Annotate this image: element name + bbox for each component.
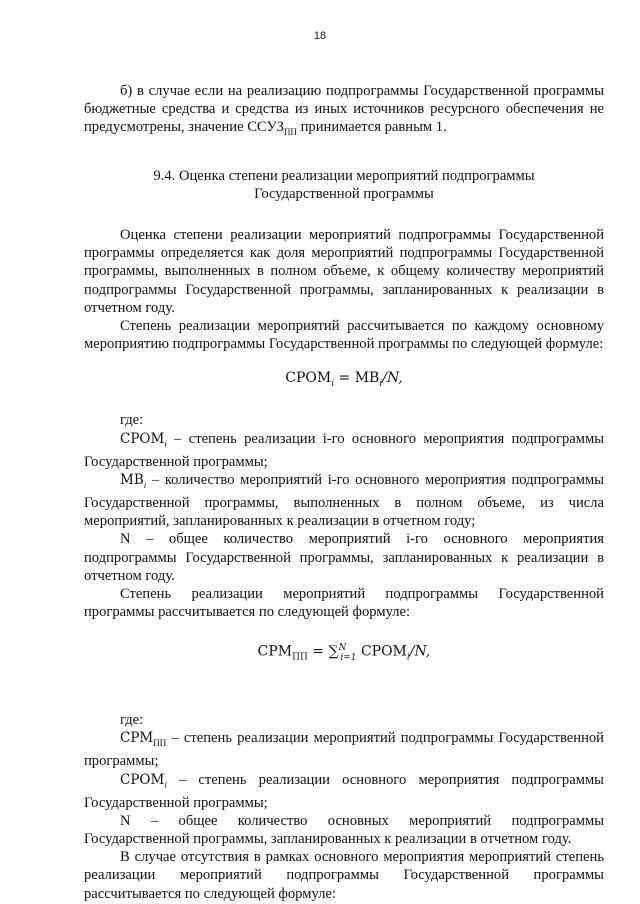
formula-srm-lhs-sub: ПП: [292, 652, 308, 663]
definition-srom-2-symbol: СРОМ: [120, 771, 165, 788]
formula-srom-tail: /N,: [382, 370, 403, 387]
formula-srm-sum-sub: i=1: [340, 652, 357, 663]
definition-srom-2: [84, 771, 604, 812]
paragraph-1: Оценка степени реализации мероприятий подпрограммы Государственной программы определяется как доля мероприятий подпрограммы Государственной программы, выполненных в полном объеме, к общему количеству мероприятий подпрограммы Государственной программы, запланированных к реализации в отчетном году.: [84, 226, 604, 316]
formula-srm-rhs-sub: i: [406, 652, 410, 663]
formula-srm-sum-sup: N: [338, 643, 347, 654]
formula-srom-rhs: МВ: [354, 370, 380, 387]
definition-n-2: N – общее количество основных мероприятий подпрограммы Государственной программы, запланированных к реализации в отчетном году.: [84, 812, 604, 848]
formula-srom-rhs-sub: i: [379, 379, 383, 390]
paragraph-b-text: б) в случае если на реализацию подпрограммы Государственной программы бюджетные средства и средства из иных источников ресурсного обеспечения не предусмотрены, значение ССУЗ: [84, 83, 604, 136]
document-body: [84, 82, 604, 903]
definition-mv-sub: i: [143, 479, 147, 490]
formula-srom-lhs-sub: i: [331, 379, 335, 390]
definition-srom: [84, 430, 604, 471]
paragraph-3: Степень реализации мероприятий подпрограммы Государственной программы рассчитывается по следующей формуле:: [84, 585, 604, 621]
formula-srm-sum-sign: ∑: [328, 644, 339, 661]
definition-srm-symbol: СРМ: [120, 730, 154, 747]
definition-srm-sub: ПП: [153, 738, 167, 749]
formula-srom-lhs: СРОМ: [285, 370, 332, 387]
definition-mv: [84, 471, 604, 531]
formula-srm-lhs: СРМ: [257, 644, 293, 661]
paragraph-b-tail: принимается равным 1.: [296, 119, 447, 136]
definition-srom-text: – степень реализации i-го основного мероприятия подпрограммы Государственной программы;: [84, 430, 604, 470]
section-heading-line1: 9.4. Оценка степени реализации мероприятий подпрограммы: [153, 167, 535, 184]
formula-srm: [84, 639, 604, 667]
formula-srm-eq: =: [307, 644, 329, 661]
formula-srom-eq: =: [334, 370, 355, 387]
section-heading: [84, 167, 604, 203]
definition-mv-symbol: МВ: [120, 471, 144, 488]
definition-srom-sub: i: [164, 438, 167, 449]
where-label-1: где:: [120, 412, 144, 429]
section-heading-line2: Государственной программы: [254, 185, 434, 202]
formula-srm-sum: [328, 639, 356, 667]
definition-srm-text: – степень реализации мероприятий подпрограммы Государственной программы;: [84, 730, 604, 770]
paragraph-b: [84, 82, 604, 142]
formula-srom: [84, 369, 604, 393]
definition-srom-symbol: СРОМ: [120, 430, 165, 447]
formula-srm-rhs: СРОМ: [356, 644, 407, 661]
page-number: 18: [313, 30, 327, 42]
paragraph-4: В случае отсутствия в рамках основного мероприятия мероприятий степень реализации мероприятий подпрограммы Государственной программы рассчитывается по следующей формуле:: [84, 849, 604, 902]
definition-srm: [84, 729, 604, 770]
definition-n-1: N – общее количество мероприятий i-го основного мероприятия подпрограммы Государственной программы, запланированных к реализации в отчетном году.: [84, 531, 604, 584]
definition-srom-2-text: – степень реализации основного мероприятия подпрограммы Государственной программы;: [84, 771, 604, 811]
where-label-2: где:: [120, 712, 144, 729]
formula-srm-tail: /N,: [409, 644, 431, 661]
paragraph-2: Степень реализации мероприятий рассчитывается по каждому основному мероприятию подпрограммы Государственной программы по следующей формуле:: [84, 317, 604, 353]
definition-srom-2-sub: i: [164, 779, 167, 790]
paragraph-b-sub: ПП: [283, 127, 297, 138]
definition-mv-text: – количество мероприятий i-го основного мероприятия подпрограммы Государственной программы, выполненных в полном объеме, из числа мероприятий, запланированных к реализации в отчетном году;: [84, 471, 604, 530]
